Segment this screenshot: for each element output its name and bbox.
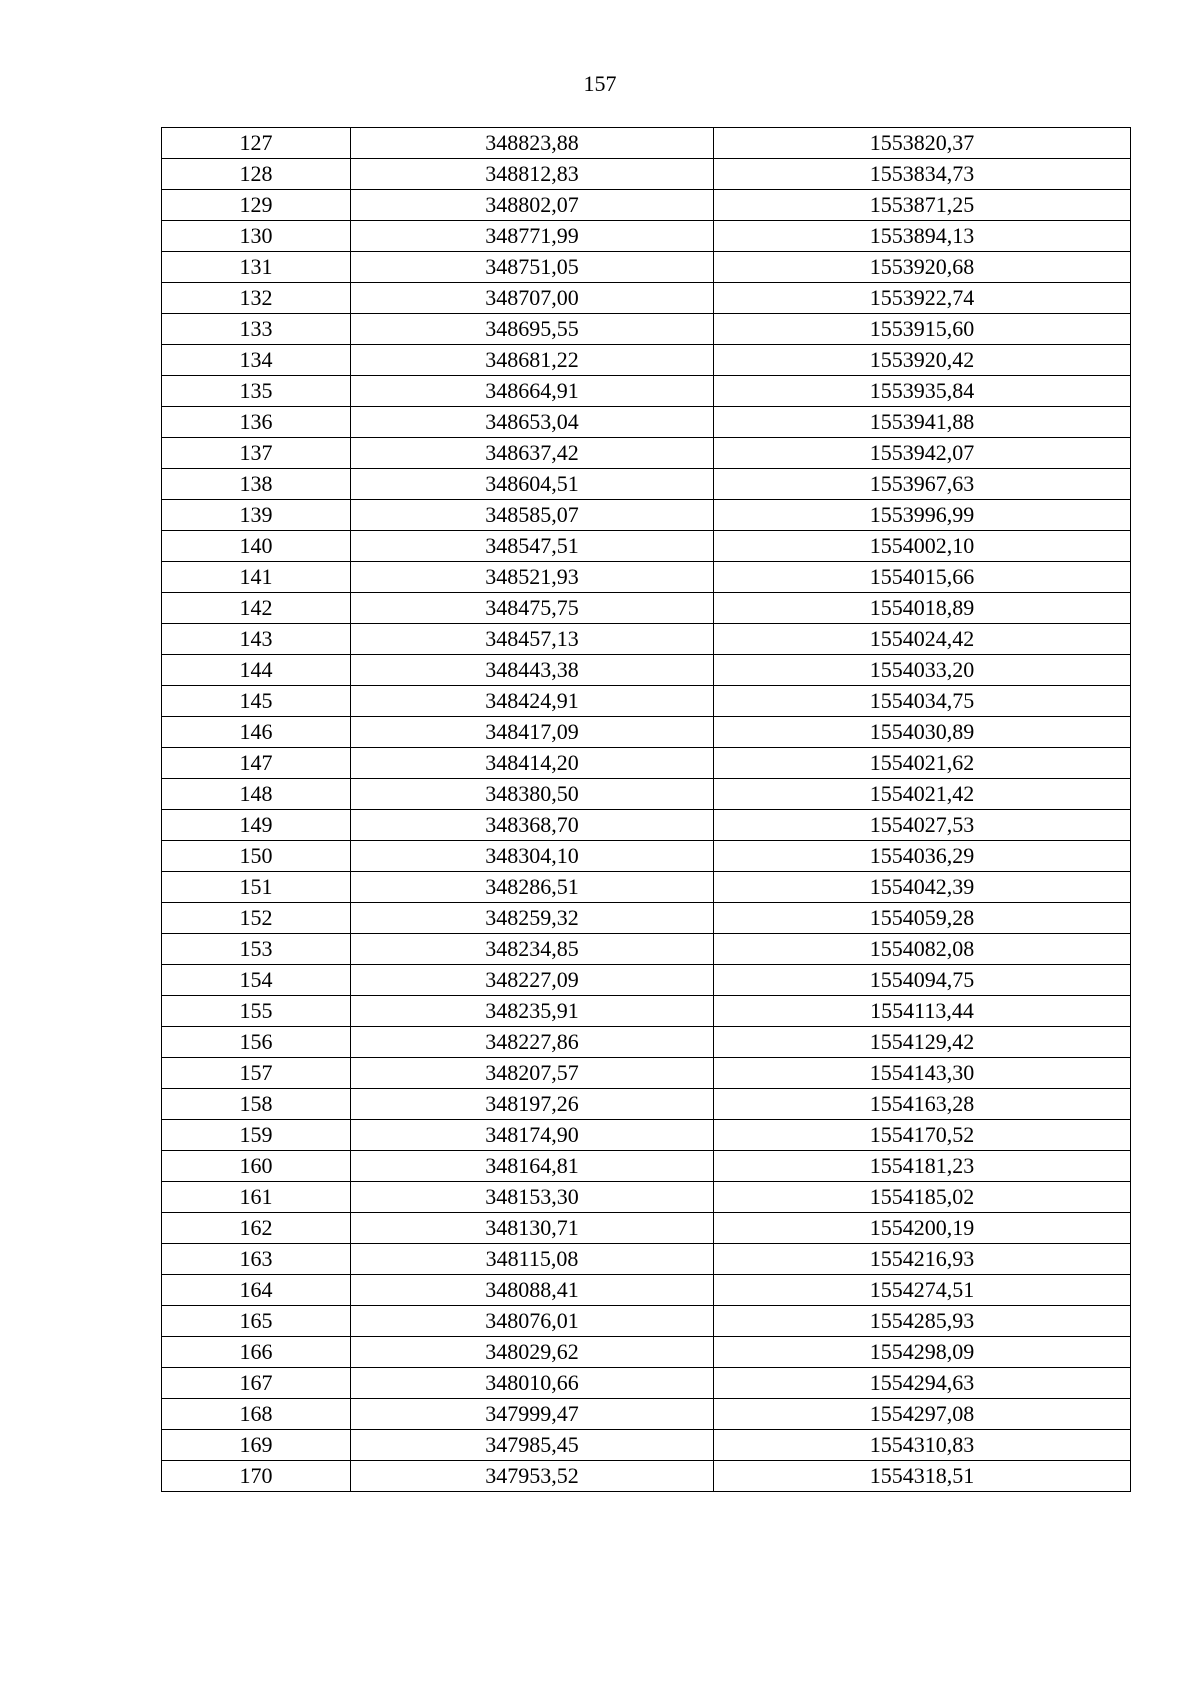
x-coordinate-cell: 348637,42 <box>351 438 714 469</box>
y-coordinate-cell: 1553967,63 <box>714 469 1131 500</box>
point-number-cell: 128 <box>162 159 351 190</box>
x-coordinate-cell: 348771,99 <box>351 221 714 252</box>
x-coordinate-cell: 348153,30 <box>351 1182 714 1213</box>
table-row <box>162 1461 1131 1492</box>
point-number-cell: 134 <box>162 345 351 376</box>
table-row <box>162 841 1131 872</box>
x-coordinate-cell: 348812,83 <box>351 159 714 190</box>
point-number-cell: 133 <box>162 314 351 345</box>
table-row <box>162 1430 1131 1461</box>
point-number-cell: 155 <box>162 996 351 1027</box>
y-coordinate-cell: 1554024,42 <box>714 624 1131 655</box>
table-row <box>162 562 1131 593</box>
x-coordinate-cell: 348457,13 <box>351 624 714 655</box>
x-coordinate-cell: 348207,57 <box>351 1058 714 1089</box>
y-coordinate-cell: 1554298,09 <box>714 1337 1131 1368</box>
point-number-cell: 152 <box>162 903 351 934</box>
x-coordinate-cell: 347953,52 <box>351 1461 714 1492</box>
table-row <box>162 996 1131 1027</box>
point-number-cell: 147 <box>162 748 351 779</box>
x-coordinate-cell: 348010,66 <box>351 1368 714 1399</box>
x-coordinate-cell: 348424,91 <box>351 686 714 717</box>
y-coordinate-cell: 1554297,08 <box>714 1399 1131 1430</box>
y-coordinate-cell: 1554181,23 <box>714 1151 1131 1182</box>
table-row <box>162 748 1131 779</box>
y-coordinate-cell: 1553820,37 <box>714 128 1131 159</box>
x-coordinate-cell: 348681,22 <box>351 345 714 376</box>
table-row <box>162 1244 1131 1275</box>
table-row <box>162 934 1131 965</box>
point-number-cell: 145 <box>162 686 351 717</box>
x-coordinate-cell: 348751,05 <box>351 252 714 283</box>
point-number-cell: 142 <box>162 593 351 624</box>
table-row <box>162 469 1131 500</box>
coordinates-table <box>161 127 1131 1492</box>
x-coordinate-cell: 347999,47 <box>351 1399 714 1430</box>
table-row <box>162 500 1131 531</box>
x-coordinate-cell: 348235,91 <box>351 996 714 1027</box>
x-coordinate-cell: 348174,90 <box>351 1120 714 1151</box>
table-row <box>162 593 1131 624</box>
point-number-cell: 169 <box>162 1430 351 1461</box>
x-coordinate-cell: 348286,51 <box>351 872 714 903</box>
y-coordinate-cell: 1553941,88 <box>714 407 1131 438</box>
y-coordinate-cell: 1554274,51 <box>714 1275 1131 1306</box>
y-coordinate-cell: 1553894,13 <box>714 221 1131 252</box>
y-coordinate-cell: 1553996,99 <box>714 500 1131 531</box>
table-row <box>162 1027 1131 1058</box>
y-coordinate-cell: 1554034,75 <box>714 686 1131 717</box>
table-row <box>162 655 1131 686</box>
y-coordinate-cell: 1554318,51 <box>714 1461 1131 1492</box>
point-number-cell: 167 <box>162 1368 351 1399</box>
x-coordinate-cell: 348695,55 <box>351 314 714 345</box>
table-row <box>162 624 1131 655</box>
point-number-cell: 158 <box>162 1089 351 1120</box>
coordinates-table-body <box>162 128 1131 1492</box>
x-coordinate-cell: 348823,88 <box>351 128 714 159</box>
x-coordinate-cell: 348664,91 <box>351 376 714 407</box>
y-coordinate-cell: 1554200,19 <box>714 1213 1131 1244</box>
point-number-cell: 154 <box>162 965 351 996</box>
table-row <box>162 1213 1131 1244</box>
table-row <box>162 345 1131 376</box>
point-number-cell: 139 <box>162 500 351 531</box>
y-coordinate-cell: 1554216,93 <box>714 1244 1131 1275</box>
y-coordinate-cell: 1553915,60 <box>714 314 1131 345</box>
y-coordinate-cell: 1554002,10 <box>714 531 1131 562</box>
point-number-cell: 148 <box>162 779 351 810</box>
x-coordinate-cell: 348417,09 <box>351 717 714 748</box>
x-coordinate-cell: 348115,08 <box>351 1244 714 1275</box>
y-coordinate-cell: 1554310,83 <box>714 1430 1131 1461</box>
table-row <box>162 252 1131 283</box>
page-number: 157 <box>583 71 617 96</box>
point-number-cell: 127 <box>162 128 351 159</box>
point-number-cell: 160 <box>162 1151 351 1182</box>
x-coordinate-cell: 348076,01 <box>351 1306 714 1337</box>
y-coordinate-cell: 1554033,20 <box>714 655 1131 686</box>
table-row <box>162 686 1131 717</box>
table-row <box>162 1089 1131 1120</box>
table-row <box>162 1058 1131 1089</box>
x-coordinate-cell: 348521,93 <box>351 562 714 593</box>
point-number-cell: 136 <box>162 407 351 438</box>
point-number-cell: 138 <box>162 469 351 500</box>
table-row <box>162 407 1131 438</box>
point-number-cell: 159 <box>162 1120 351 1151</box>
point-number-cell: 163 <box>162 1244 351 1275</box>
y-coordinate-cell: 1553920,42 <box>714 345 1131 376</box>
x-coordinate-cell: 348443,38 <box>351 655 714 686</box>
point-number-cell: 135 <box>162 376 351 407</box>
y-coordinate-cell: 1554021,42 <box>714 779 1131 810</box>
point-number-cell: 166 <box>162 1337 351 1368</box>
point-number-cell: 162 <box>162 1213 351 1244</box>
table-row <box>162 1368 1131 1399</box>
x-coordinate-cell: 348304,10 <box>351 841 714 872</box>
x-coordinate-cell: 348197,26 <box>351 1089 714 1120</box>
point-number-cell: 165 <box>162 1306 351 1337</box>
y-coordinate-cell: 1554082,08 <box>714 934 1131 965</box>
x-coordinate-cell: 348234,85 <box>351 934 714 965</box>
y-coordinate-cell: 1553935,84 <box>714 376 1131 407</box>
table-row <box>162 128 1131 159</box>
y-coordinate-cell: 1554285,93 <box>714 1306 1131 1337</box>
table-row <box>162 903 1131 934</box>
y-coordinate-cell: 1554059,28 <box>714 903 1131 934</box>
point-number-cell: 156 <box>162 1027 351 1058</box>
table-row <box>162 872 1131 903</box>
y-coordinate-cell: 1554143,30 <box>714 1058 1131 1089</box>
x-coordinate-cell: 348604,51 <box>351 469 714 500</box>
y-coordinate-cell: 1554042,39 <box>714 872 1131 903</box>
y-coordinate-cell: 1554094,75 <box>714 965 1131 996</box>
y-coordinate-cell: 1553942,07 <box>714 438 1131 469</box>
y-coordinate-cell: 1553871,25 <box>714 190 1131 221</box>
table-row <box>162 283 1131 314</box>
y-coordinate-cell: 1554021,62 <box>714 748 1131 779</box>
y-coordinate-cell: 1554185,02 <box>714 1182 1131 1213</box>
point-number-cell: 129 <box>162 190 351 221</box>
point-number-cell: 164 <box>162 1275 351 1306</box>
y-coordinate-cell: 1554036,29 <box>714 841 1131 872</box>
x-coordinate-cell: 348707,00 <box>351 283 714 314</box>
table-row <box>162 1275 1131 1306</box>
table-row <box>162 190 1131 221</box>
point-number-cell: 161 <box>162 1182 351 1213</box>
x-coordinate-cell: 348164,81 <box>351 1151 714 1182</box>
table-row <box>162 1151 1131 1182</box>
point-number-cell: 150 <box>162 841 351 872</box>
point-number-cell: 157 <box>162 1058 351 1089</box>
y-coordinate-cell: 1554027,53 <box>714 810 1131 841</box>
table-row <box>162 1120 1131 1151</box>
x-coordinate-cell: 348227,09 <box>351 965 714 996</box>
x-coordinate-cell: 348547,51 <box>351 531 714 562</box>
table-row <box>162 314 1131 345</box>
table-row <box>162 810 1131 841</box>
x-coordinate-cell: 348653,04 <box>351 407 714 438</box>
x-coordinate-cell: 348802,07 <box>351 190 714 221</box>
table-row <box>162 965 1131 996</box>
table-row <box>162 1399 1131 1430</box>
point-number-cell: 149 <box>162 810 351 841</box>
y-coordinate-cell: 1554015,66 <box>714 562 1131 593</box>
table-row <box>162 376 1131 407</box>
table-row <box>162 1306 1131 1337</box>
point-number-cell: 146 <box>162 717 351 748</box>
y-coordinate-cell: 1553922,74 <box>714 283 1131 314</box>
y-coordinate-cell: 1553920,68 <box>714 252 1131 283</box>
x-coordinate-cell: 347985,45 <box>351 1430 714 1461</box>
point-number-cell: 130 <box>162 221 351 252</box>
point-number-cell: 143 <box>162 624 351 655</box>
x-coordinate-cell: 348227,86 <box>351 1027 714 1058</box>
y-coordinate-cell: 1554113,44 <box>714 996 1131 1027</box>
y-coordinate-cell: 1554030,89 <box>714 717 1131 748</box>
table-row <box>162 1337 1131 1368</box>
y-coordinate-cell: 1554018,89 <box>714 593 1131 624</box>
point-number-cell: 140 <box>162 531 351 562</box>
point-number-cell: 141 <box>162 562 351 593</box>
x-coordinate-cell: 348259,32 <box>351 903 714 934</box>
y-coordinate-cell: 1554294,63 <box>714 1368 1131 1399</box>
x-coordinate-cell: 348475,75 <box>351 593 714 624</box>
point-number-cell: 131 <box>162 252 351 283</box>
table-row <box>162 221 1131 252</box>
table-row <box>162 717 1131 748</box>
table-row <box>162 779 1131 810</box>
y-coordinate-cell: 1553834,73 <box>714 159 1131 190</box>
x-coordinate-cell: 348088,41 <box>351 1275 714 1306</box>
point-number-cell: 144 <box>162 655 351 686</box>
table-row <box>162 438 1131 469</box>
table-row <box>162 531 1131 562</box>
table-row <box>162 159 1131 190</box>
point-number-cell: 170 <box>162 1461 351 1492</box>
x-coordinate-cell: 348029,62 <box>351 1337 714 1368</box>
x-coordinate-cell: 348380,50 <box>351 779 714 810</box>
y-coordinate-cell: 1554170,52 <box>714 1120 1131 1151</box>
point-number-cell: 153 <box>162 934 351 965</box>
x-coordinate-cell: 348585,07 <box>351 500 714 531</box>
point-number-cell: 137 <box>162 438 351 469</box>
x-coordinate-cell: 348414,20 <box>351 748 714 779</box>
table-row <box>162 1182 1131 1213</box>
point-number-cell: 151 <box>162 872 351 903</box>
y-coordinate-cell: 1554129,42 <box>714 1027 1131 1058</box>
point-number-cell: 168 <box>162 1399 351 1430</box>
y-coordinate-cell: 1554163,28 <box>714 1089 1131 1120</box>
x-coordinate-cell: 348368,70 <box>351 810 714 841</box>
point-number-cell: 132 <box>162 283 351 314</box>
x-coordinate-cell: 348130,71 <box>351 1213 714 1244</box>
